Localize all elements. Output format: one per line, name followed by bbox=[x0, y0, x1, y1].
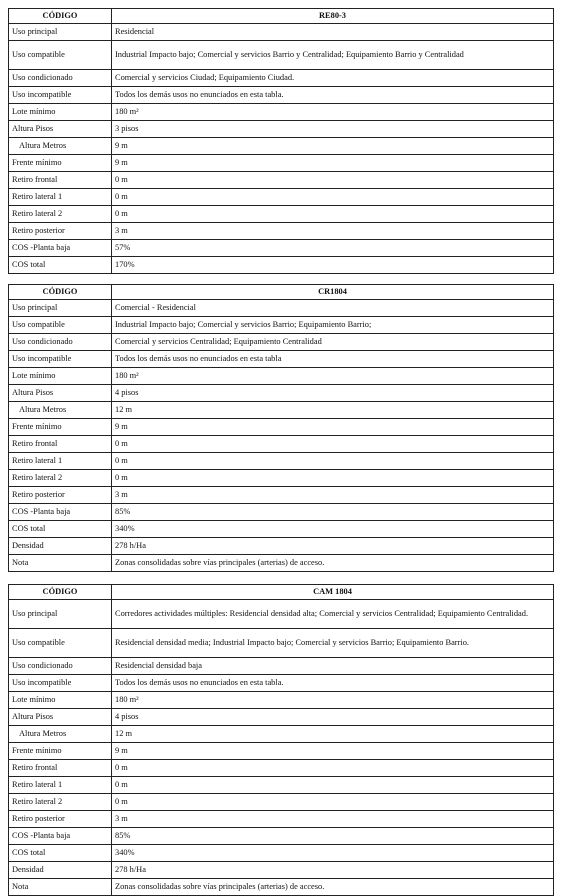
row-value: Todos los demás usos no enunciados en esta tabla bbox=[112, 351, 554, 368]
table-row bbox=[9, 300, 554, 317]
row-label: COS -Planta baja bbox=[9, 504, 112, 521]
table-row bbox=[9, 743, 554, 760]
row-value: Industrial Impacto bajo; Comercial y servicios Barrio; Equipamiento Barrio; bbox=[112, 317, 554, 334]
code-label: CÓDIGO bbox=[9, 9, 112, 24]
row-label: COS -Planta baja bbox=[9, 240, 112, 257]
zoning-table-re80-3 bbox=[8, 8, 554, 274]
row-label: Altura Metros bbox=[9, 138, 112, 155]
table-row bbox=[9, 453, 554, 470]
table-row bbox=[9, 368, 554, 385]
table-row bbox=[9, 521, 554, 538]
table-row bbox=[9, 206, 554, 223]
row-value: Comercial y servicios Ciudad; Equipamiento Ciudad. bbox=[112, 70, 554, 87]
row-value: 0 m bbox=[112, 777, 554, 794]
row-label: Uso compatible bbox=[9, 629, 112, 658]
row-value: 0 m bbox=[112, 470, 554, 487]
row-value: 3 m bbox=[112, 487, 554, 504]
row-value: 0 m bbox=[112, 760, 554, 777]
table-row bbox=[9, 675, 554, 692]
zoning-table-cam-1804 bbox=[8, 584, 554, 896]
row-value: Todos los demás usos no enunciados en esta tabla. bbox=[112, 675, 554, 692]
row-value: 180 m² bbox=[112, 692, 554, 709]
code-label: CÓDIGO bbox=[9, 285, 112, 300]
row-value: 0 m bbox=[112, 453, 554, 470]
row-label: Retiro lateral 2 bbox=[9, 794, 112, 811]
table-row bbox=[9, 172, 554, 189]
table-row bbox=[9, 104, 554, 121]
table-row bbox=[9, 658, 554, 675]
table-row bbox=[9, 538, 554, 555]
table-row bbox=[9, 504, 554, 521]
table-header bbox=[9, 285, 554, 300]
row-label: Densidad bbox=[9, 538, 112, 555]
row-value: 9 m bbox=[112, 743, 554, 760]
row-label: Lote mínimo bbox=[9, 368, 112, 385]
table-row bbox=[9, 155, 554, 172]
table-row bbox=[9, 334, 554, 351]
row-label: Altura Metros bbox=[9, 402, 112, 419]
table-row bbox=[9, 692, 554, 709]
table-row bbox=[9, 87, 554, 104]
row-label: Retiro lateral 1 bbox=[9, 453, 112, 470]
row-value: 85% bbox=[112, 828, 554, 845]
table-row bbox=[9, 828, 554, 845]
row-value: Zonas consolidadas sobre vías principales (arterias) de acceso. bbox=[112, 879, 554, 896]
row-value: 0 m bbox=[112, 189, 554, 206]
row-value: 4 pisos bbox=[112, 709, 554, 726]
row-label: Altura Pisos bbox=[9, 709, 112, 726]
row-label: Retiro frontal bbox=[9, 436, 112, 453]
table-row bbox=[9, 879, 554, 896]
code-label: CÓDIGO bbox=[9, 585, 112, 600]
table-row bbox=[9, 555, 554, 572]
row-value: 3 m bbox=[112, 223, 554, 240]
row-value: 340% bbox=[112, 845, 554, 862]
table-row bbox=[9, 419, 554, 436]
table-row bbox=[9, 470, 554, 487]
table-row bbox=[9, 317, 554, 334]
row-value: 0 m bbox=[112, 436, 554, 453]
row-value: Comercial y servicios Centralidad; Equipamiento Centralidad bbox=[112, 334, 554, 351]
row-value: 3 m bbox=[112, 811, 554, 828]
row-value: 170% bbox=[112, 257, 554, 274]
row-label: COS total bbox=[9, 845, 112, 862]
row-label: Uso incompatible bbox=[9, 675, 112, 692]
table-row bbox=[9, 385, 554, 402]
row-value: 85% bbox=[112, 504, 554, 521]
row-value: 9 m bbox=[112, 155, 554, 172]
row-label: Uso condicionado bbox=[9, 70, 112, 87]
row-label: Frente mínimo bbox=[9, 419, 112, 436]
row-label: Retiro lateral 1 bbox=[9, 777, 112, 794]
row-label: Retiro posterior bbox=[9, 487, 112, 504]
row-label: Nota bbox=[9, 555, 112, 572]
row-label: Retiro lateral 2 bbox=[9, 206, 112, 223]
row-label: Frente mínimo bbox=[9, 743, 112, 760]
row-value: 278 h/Ha bbox=[112, 538, 554, 555]
table-row bbox=[9, 121, 554, 138]
table-header bbox=[9, 585, 554, 600]
table-row bbox=[9, 726, 554, 743]
row-label: Densidad bbox=[9, 862, 112, 879]
row-value: Comercial - Residencial bbox=[112, 300, 554, 317]
row-label: Uso compatible bbox=[9, 317, 112, 334]
row-value: 180 m² bbox=[112, 104, 554, 121]
row-label: Lote mínimo bbox=[9, 104, 112, 121]
table-row bbox=[9, 600, 554, 629]
table-row bbox=[9, 223, 554, 240]
row-label: Retiro posterior bbox=[9, 811, 112, 828]
row-value: 278 h/Ha bbox=[112, 862, 554, 879]
row-value: Residencial bbox=[112, 24, 554, 41]
code-value: CAM 1804 bbox=[112, 585, 554, 600]
row-label: Altura Pisos bbox=[9, 385, 112, 402]
row-label: Lote mínimo bbox=[9, 692, 112, 709]
row-value: 0 m bbox=[112, 206, 554, 223]
row-label: COS total bbox=[9, 521, 112, 538]
row-value: 12 m bbox=[112, 402, 554, 419]
table-row bbox=[9, 24, 554, 41]
document-page bbox=[8, 8, 554, 896]
row-label: Uso principal bbox=[9, 600, 112, 629]
code-value: CR1804 bbox=[112, 285, 554, 300]
zoning-table-cr1804 bbox=[8, 284, 554, 572]
row-value: 180 m² bbox=[112, 368, 554, 385]
row-value: 3 pisos bbox=[112, 121, 554, 138]
table-row bbox=[9, 862, 554, 879]
table-row bbox=[9, 709, 554, 726]
row-value: Residencial densidad baja bbox=[112, 658, 554, 675]
row-label: Uso compatible bbox=[9, 41, 112, 70]
row-value: Residencial densidad media; Industrial Impacto bajo; Comercial y servicios Barrio; Equipamiento Barrio. bbox=[112, 629, 554, 658]
row-value: 57% bbox=[112, 240, 554, 257]
row-value: 9 m bbox=[112, 138, 554, 155]
table-row bbox=[9, 70, 554, 87]
row-label: Uso principal bbox=[9, 24, 112, 41]
table-row bbox=[9, 138, 554, 155]
table-row bbox=[9, 41, 554, 70]
table-row bbox=[9, 351, 554, 368]
code-value: RE80-3 bbox=[112, 9, 554, 24]
row-label: Nota bbox=[9, 879, 112, 896]
table-row bbox=[9, 487, 554, 504]
table-row bbox=[9, 257, 554, 274]
row-label: Altura Pisos bbox=[9, 121, 112, 138]
row-label: Uso condicionado bbox=[9, 658, 112, 675]
row-value: 340% bbox=[112, 521, 554, 538]
row-label: Retiro frontal bbox=[9, 172, 112, 189]
table-row bbox=[9, 189, 554, 206]
row-label: Uso incompatible bbox=[9, 351, 112, 368]
row-value: Industrial Impacto bajo; Comercial y servicios Barrio y Centralidad; Equipamiento Barrio y Centralidad bbox=[112, 41, 554, 70]
row-label: Retiro lateral 2 bbox=[9, 470, 112, 487]
row-label: Altura Metros bbox=[9, 726, 112, 743]
row-label: Uso principal bbox=[9, 300, 112, 317]
table-row bbox=[9, 845, 554, 862]
row-label: Retiro lateral 1 bbox=[9, 189, 112, 206]
row-value: Todos los demás usos no enunciados en esta tabla. bbox=[112, 87, 554, 104]
table-row bbox=[9, 777, 554, 794]
row-value: Corredores actividades múltiples: Residencial densidad alta; Comercial y servicios Centralidad; Equipamiento Centralidad. bbox=[112, 600, 554, 629]
row-label: COS -Planta baja bbox=[9, 828, 112, 845]
row-label: Uso condicionado bbox=[9, 334, 112, 351]
table-row bbox=[9, 811, 554, 828]
row-value: 0 m bbox=[112, 172, 554, 189]
row-value: 4 pisos bbox=[112, 385, 554, 402]
table-row bbox=[9, 629, 554, 658]
row-label: COS total bbox=[9, 257, 112, 274]
row-label: Retiro frontal bbox=[9, 760, 112, 777]
row-value: 12 m bbox=[112, 726, 554, 743]
row-value: Zonas consolidadas sobre vías principales (arterias) de acceso. bbox=[112, 555, 554, 572]
row-value: 0 m bbox=[112, 794, 554, 811]
table-row bbox=[9, 794, 554, 811]
table-row bbox=[9, 240, 554, 257]
table-header bbox=[9, 9, 554, 24]
table-row bbox=[9, 436, 554, 453]
row-label: Frente mínimo bbox=[9, 155, 112, 172]
table-row bbox=[9, 402, 554, 419]
table-row bbox=[9, 760, 554, 777]
row-value: 9 m bbox=[112, 419, 554, 436]
row-label: Uso incompatible bbox=[9, 87, 112, 104]
row-label: Retiro posterior bbox=[9, 223, 112, 240]
